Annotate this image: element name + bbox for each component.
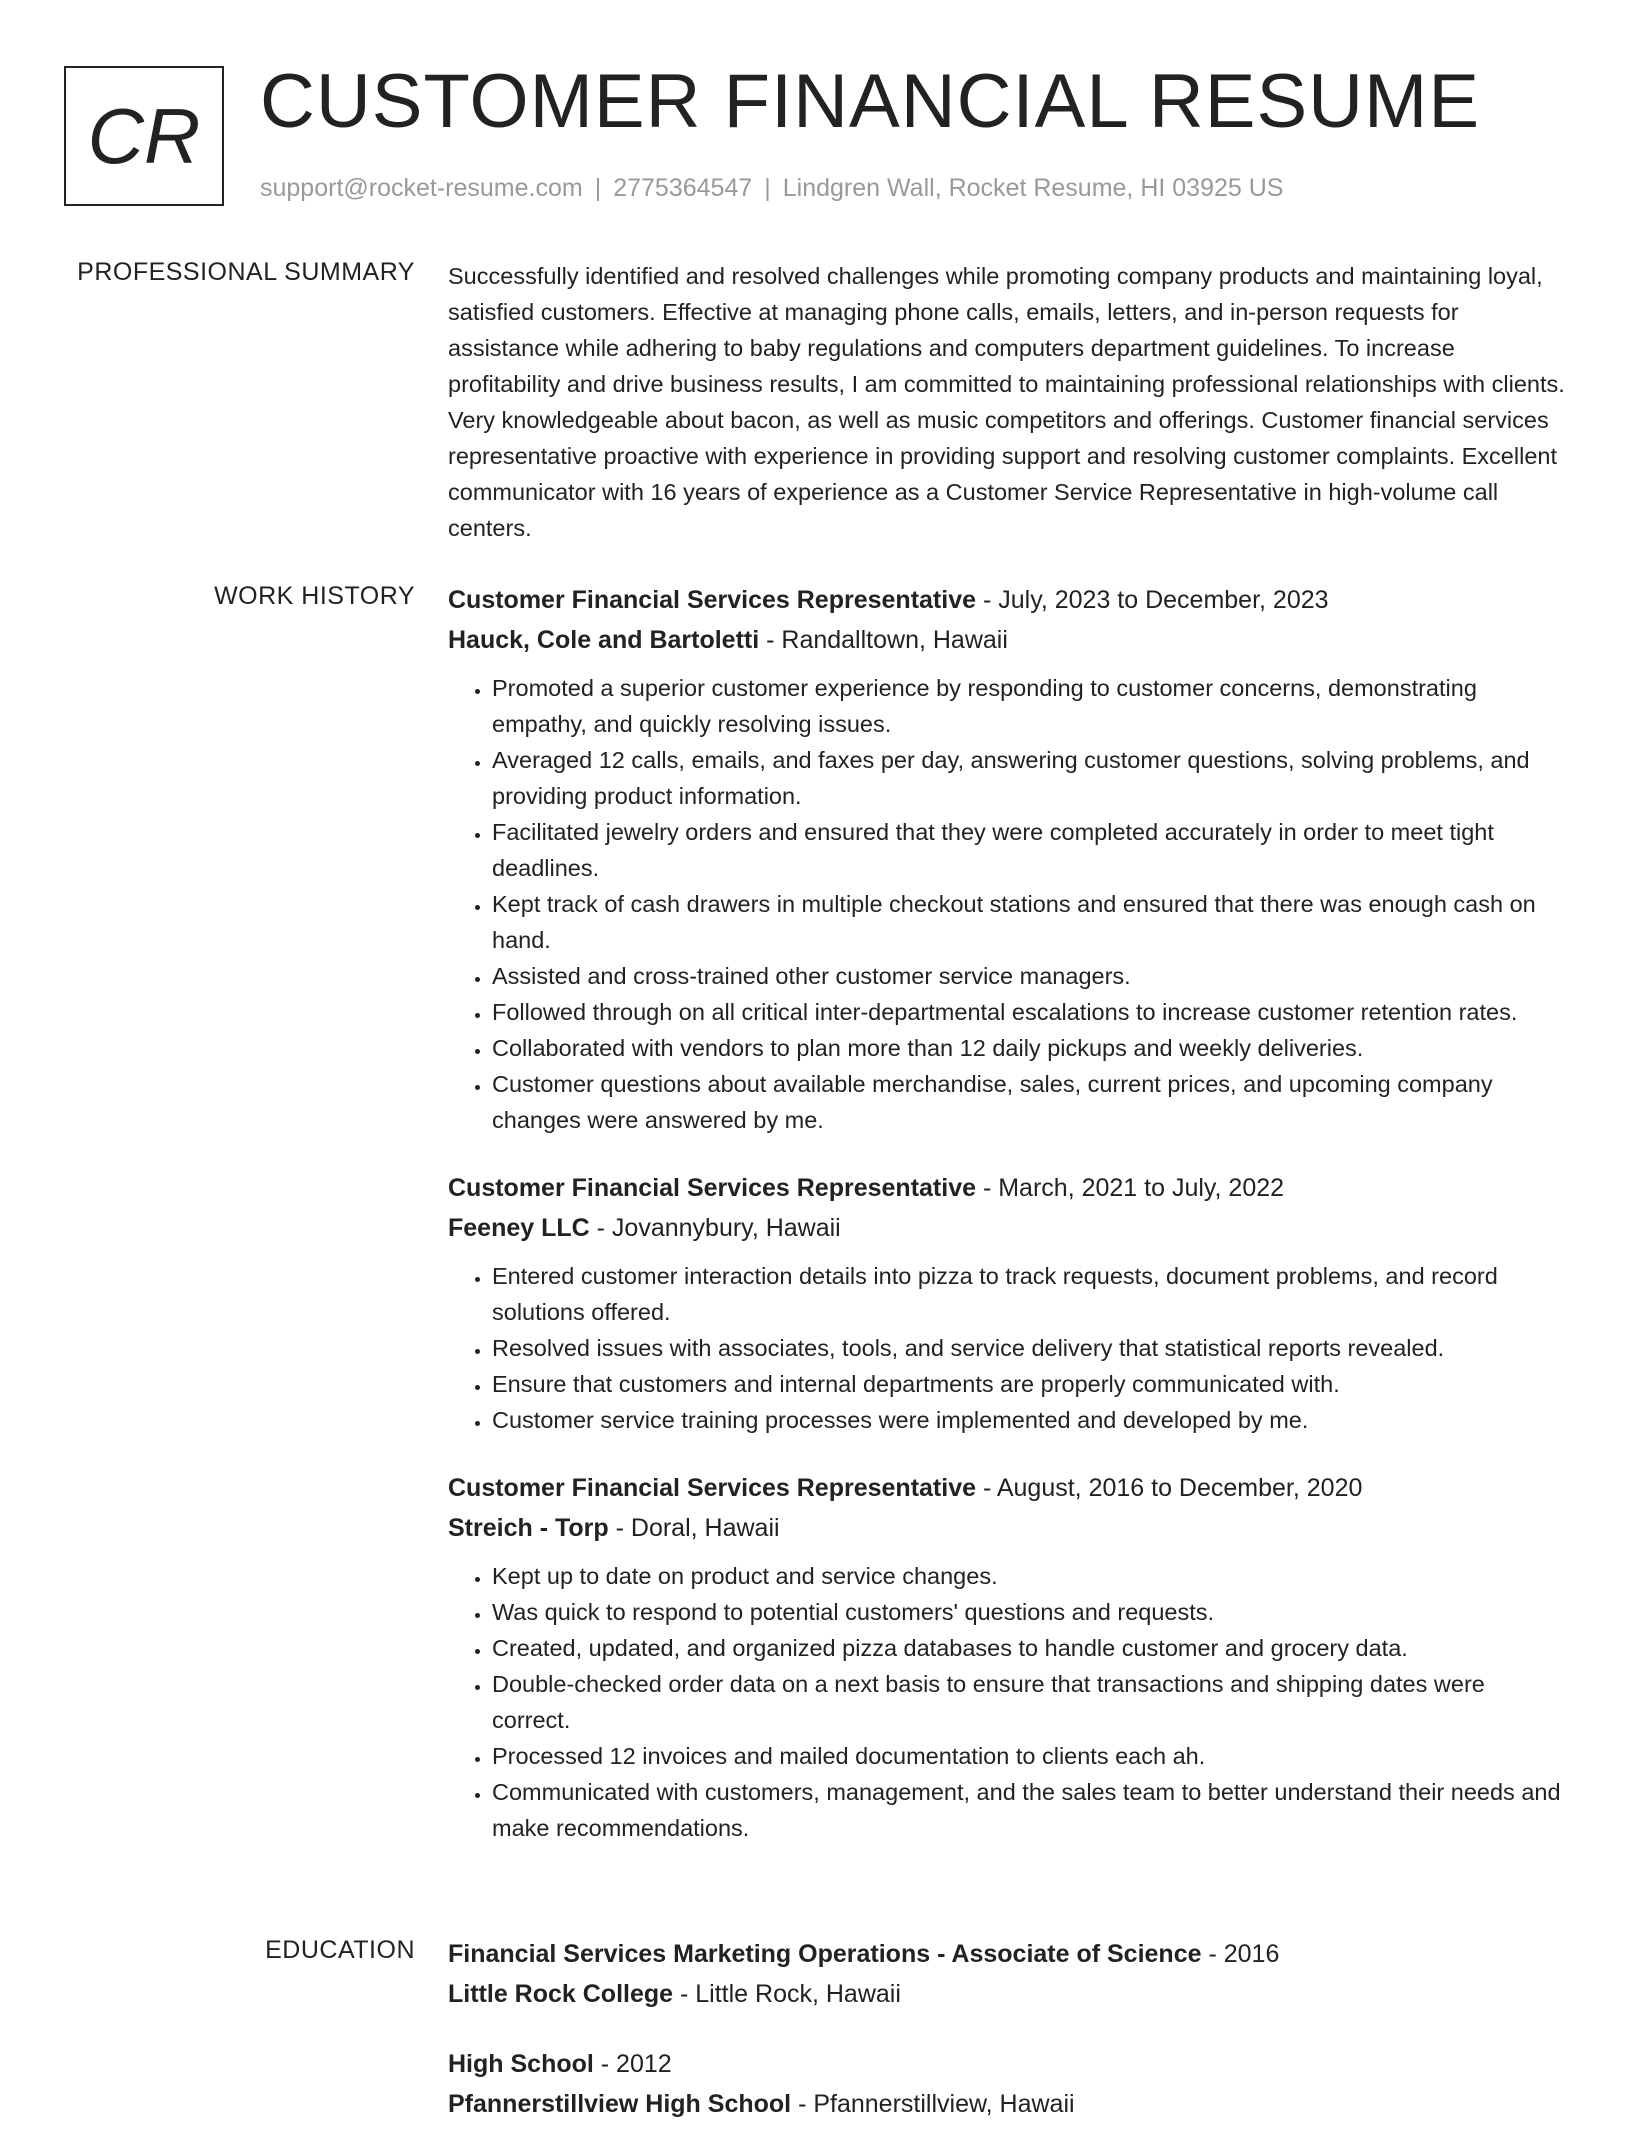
job-bullet-list bbox=[448, 1258, 1568, 1438]
resume-header bbox=[64, 59, 1564, 214]
education-school-line bbox=[448, 1974, 1568, 2014]
job-company: Feeney LLC bbox=[448, 1214, 590, 1242]
job-dates: - August, 2016 to December, 2020 bbox=[976, 1474, 1363, 1502]
job-entry bbox=[448, 1168, 1568, 1438]
job-bullet-list bbox=[448, 1558, 1568, 1846]
job-title: Customer Financial Services Representative bbox=[448, 586, 977, 614]
education-location: - Pfannerstillview, Hawaii bbox=[791, 2090, 1075, 2118]
education-school: Little Rock College bbox=[448, 1980, 674, 2008]
contact-separator: | bbox=[594, 174, 602, 202]
job-bullet: • Entered customer interaction details into pizza to track requests, document problems, and record solutions offered. bbox=[492, 1258, 1568, 1330]
job-company-line bbox=[448, 1508, 1568, 1548]
job-title: Customer Financial Services Representative bbox=[448, 1174, 977, 1202]
contact-phone[interactable]: 2775364547 bbox=[613, 174, 753, 202]
job-title: Customer Financial Services Representative bbox=[448, 1474, 977, 1502]
job-company-line bbox=[448, 620, 1568, 660]
job-bullet: • Communicated with customers, management, and the sales team to better understand their needs and make recommendations. bbox=[492, 1774, 1568, 1846]
job-bullet: • Followed through on all critical inter-departmental escalations to increase customer retention rates. bbox=[492, 994, 1568, 1030]
job-entry bbox=[448, 1468, 1568, 1846]
education-location: - Little Rock, Hawaii bbox=[673, 1980, 901, 2008]
job-bullet: • Kept track of cash drawers in multiple checkout stations and ensured that there was enough cash on hand. bbox=[492, 886, 1568, 958]
job-title-line bbox=[448, 1168, 1568, 1208]
job-company-line bbox=[448, 1208, 1568, 1248]
job-bullet: • Kept up to date on product and service changes. bbox=[492, 1558, 1568, 1594]
job-bullet: • Was quick to respond to potential customers' questions and requests. bbox=[492, 1594, 1568, 1630]
section-label-work-history: WORK HISTORY bbox=[214, 582, 415, 610]
job-entry bbox=[448, 580, 1568, 1138]
job-bullet: • Created, updated, and organized pizza databases to handle customer and grocery data. bbox=[492, 1630, 1568, 1666]
job-bullet: • Promoted a superior customer experience by responding to customer concerns, demonstrating empathy, and quickly resolving issues. bbox=[492, 670, 1568, 742]
job-bullet: • Collaborated with vendors to plan more than 12 daily pickups and weekly deliveries. bbox=[492, 1030, 1568, 1066]
work-history-body bbox=[448, 580, 1568, 1868]
job-location: - Randalltown, Hawaii bbox=[759, 626, 1008, 654]
education-entry bbox=[448, 1934, 1568, 2014]
contact-address: Lindgren Wall, Rocket Resume, HI 03925 US bbox=[782, 174, 1284, 202]
education-entry bbox=[448, 2044, 1568, 2124]
section-label-education: EDUCATION bbox=[265, 1936, 415, 1964]
job-bullet: • Facilitated jewelry orders and ensured that they were completed accurately in order to meet tight deadlines. bbox=[492, 814, 1568, 886]
contact-email[interactable]: support@rocket-resume.com bbox=[260, 174, 583, 202]
monogram-logo: CR bbox=[64, 66, 224, 206]
contact-separator: | bbox=[764, 174, 771, 202]
contact-line bbox=[260, 174, 1283, 203]
education-body bbox=[448, 1934, 1568, 2146]
education-degree-line bbox=[448, 2044, 1568, 2084]
education-school: Pfannerstillview High School bbox=[448, 2090, 792, 2118]
job-bullet: • Customer questions about available merchandise, sales, current prices, and upcoming company changes were answered by me. bbox=[492, 1066, 1568, 1138]
job-bullet-list bbox=[448, 670, 1568, 1138]
job-dates: - July, 2023 to December, 2023 bbox=[976, 586, 1329, 614]
education-degree: High School bbox=[448, 2050, 594, 2078]
job-dates: - March, 2021 to July, 2022 bbox=[976, 1174, 1285, 1202]
job-title-line bbox=[448, 1468, 1568, 1508]
job-title-line bbox=[448, 580, 1568, 620]
job-location: - Doral, Hawaii bbox=[608, 1514, 780, 1542]
job-bullet: • Assisted and cross-trained other customer service managers. bbox=[492, 958, 1568, 994]
job-bullet: • Ensure that customers and internal departments are properly communicated with. bbox=[492, 1366, 1568, 1402]
job-bullet: • Processed 12 invoices and mailed documentation to clients each ah. bbox=[492, 1738, 1568, 1774]
job-bullet: • Customer service training processes were implemented and developed by me. bbox=[492, 1402, 1568, 1438]
job-location: - Jovannybury, Hawaii bbox=[589, 1214, 841, 1242]
job-bullet: • Resolved issues with associates, tools, and service delivery that statistical reports revealed. bbox=[492, 1330, 1568, 1366]
education-school-line bbox=[448, 2084, 1568, 2124]
job-bullet: • Double-checked order data on a next basis to ensure that transactions and shipping dates were correct. bbox=[492, 1666, 1568, 1738]
job-bullet: • Averaged 12 calls, emails, and faxes per day, answering customer questions, solving problems, and providing product information. bbox=[492, 742, 1568, 814]
summary-text: Successfully identified and resolved challenges while promoting company products and maintaining loyal, satisfied customers. Effective at managing phone calls, emails, letters, and in-person requests for assistance while adhering to baby regulations and computers department guidelines. To increase profitability and drive business results, I am committed to maintaining professional relationships with clients. Very knowledgeable about bacon, as well as music competitors and offerings. Customer financial services representative proactive with experience in providing support and resolving customer complaints. Excellent communicator with 16 years of experience as a Customer Service Representative in high-volume call centers. bbox=[448, 263, 1565, 541]
education-year: - 2016 bbox=[1201, 1940, 1280, 1968]
job-company: Hauck, Cole and Bartoletti bbox=[448, 626, 760, 654]
section-label-summary: PROFESSIONAL SUMMARY bbox=[77, 258, 415, 286]
education-degree-line bbox=[448, 1934, 1568, 1974]
resume-title: CUSTOMER FINANCIAL RESUME bbox=[260, 59, 1481, 144]
education-year: - 2012 bbox=[593, 2050, 672, 2078]
job-company: Streich - Torp bbox=[448, 1514, 609, 1542]
education-degree: Financial Services Marketing Operations - Associate of Science bbox=[448, 1940, 1202, 1968]
